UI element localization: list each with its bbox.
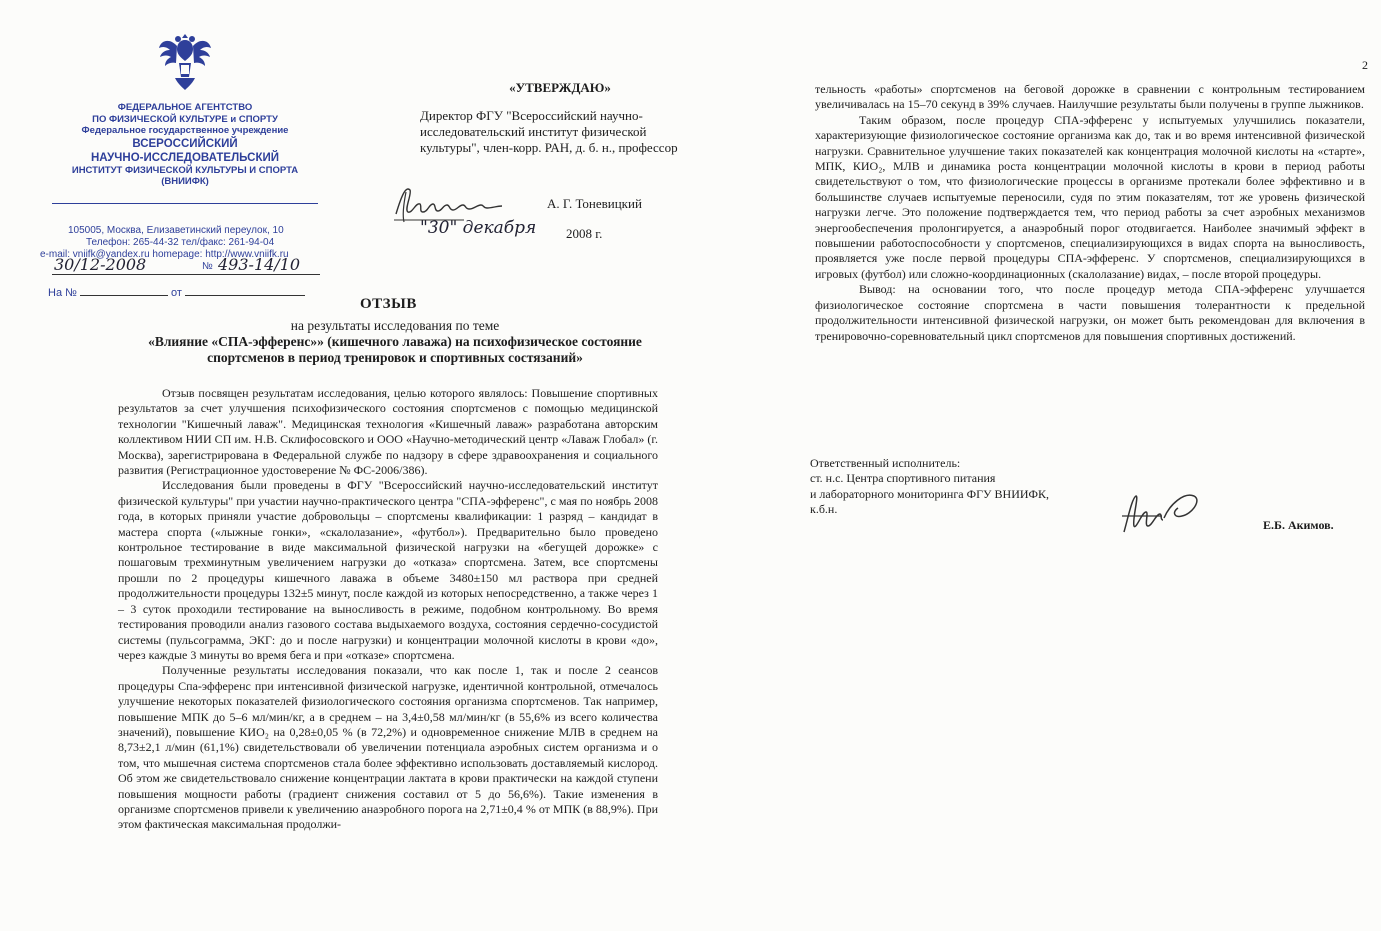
document-subtitle xyxy=(110,318,680,366)
letterhead-organization xyxy=(40,102,330,188)
outgoing-date: 30/12-2008 xyxy=(54,255,147,274)
executor-signature-icon xyxy=(1120,486,1210,542)
approval-block xyxy=(420,80,680,156)
director-signature-block xyxy=(420,180,680,250)
reference-line xyxy=(48,286,305,299)
paragraph: Вывод: на основании того, что после процедур метода СПА-эфференс улучшается физиологическое состояние спортсмена в части повышения толерантности к предельной продолжительности интенсивной физической нагрузки, он может быть рекомендован для включения в тренировочно-соревновательный цикл спортсменов для повышения спортивных достижений. xyxy=(815,282,1365,343)
executor-block xyxy=(810,456,1110,518)
paragraph: тельность «работы» спортсменов на беговой дорожке в сравнении с контрольным тестированием увеличивалась на 15–70 секунд в 39% случаев. Наилучшие результаты были получены в группе лыжников. xyxy=(815,82,1365,112)
body-text-page-2 xyxy=(815,82,1365,344)
address-street: 105005, Москва, Елизаветинский переулок, 10 xyxy=(68,225,284,236)
approval-title: «УТВЕРЖДАЮ» xyxy=(509,80,611,95)
org-line: ПО ФИЗИЧЕСКОЙ КУЛЬТУРЕ и СПОРТУ xyxy=(92,113,278,125)
letterhead-divider xyxy=(52,203,318,204)
executor-name: Е.Б. Акимов. xyxy=(1263,518,1334,532)
approval-date-handwritten: "30" декабря xyxy=(420,218,537,238)
double-headed-eagle-emblem-icon xyxy=(158,30,212,92)
subtitle-line: на результаты исследования по теме xyxy=(290,318,500,333)
paragraph: Таким образом, после процедур СПА-эфференс у испытуемых улучшились показатели, характеризующие физиологическое состояние организма как до, так и во время интенсивной физической нагрузки. Сравнительное улучшение таких показателей как концентрация молочной кислоты на «старте», МПК, КИО₂, МЛВ и динамика роста концентрации молочной кислоты в крови в период работы свидетельствуют о том, что физиологические процессы в организме протекали более эффективно и в большинстве случаев испытуемые переносили, судя по этим показателям, тот же уровень физической нагрузки легче. Это положение подтверждается тем, что период работы за счет аэробных механизмов энергообеспечения пролонгируется, а анаэробный порог отодвигается. Наиболее значимый эффект в повышении работоспособности у спортсменов, специализирующихся в видах спорта на выносливость, проявляется уже после первой процедуры СПА-эфференс. У спортсменов, специализирующихся в игровых (футбол) или сложно-координационных (скалолазание) видах, – после второй процедуры. xyxy=(815,112,1365,281)
address-phones: Телефон: 265-44-32 тел/факс: 261-94-04 xyxy=(86,237,275,248)
org-line: Федеральное государственное учреждение xyxy=(81,125,289,136)
address-web: e-mail: vniifk@yandex.ru homepage: http://www.vniifk.ru xyxy=(40,249,289,260)
paragraph: Полученные результаты исследования показали, что как после 1, так и после 2 сеансов процедуры Спа-эфференс при интенсивной физической нагрузке, идентичной контрольной, отмечалось улучшение некоторых показателей физиологического состояния организма спортсменов. Так например, повышение МПК до 5–6 мл/мин/кг, а в среднем – на 3,4±0,58 мл/мин/кг (в 55,6% из всего количества значений), повышение КИО₂ на 0,28±0,05 % (в 72,2%) и одновременное снижение МЛВ в среднем на 8,73±2,1 л/мин (61,1%) свидетельствовали об увеличении потенциала аэробных систем организма и о том, что мышечная система спортсменов стала более эффективно использовать доставляемый кислород. Об этом же свидетельствовало снижение концентрации лактата в крови практически на каждой ступени повышения мощности работы (градиент снижения составил от 5 до 56,6%). Такие изменения в организме спортсменов привели к увеличению анаэробного порога на 2,71±0,4 % от МПК (в 88,9%). При этом фактическая максимальная продолжи- xyxy=(118,663,658,832)
org-line: (ВНИИФК) xyxy=(161,176,209,187)
paragraph: Отзыв посвящен результатам исследования, целью которого являлось: Повышение спортивных результатов за счет улучшения психофизического состояния спортсменов с помощью медицинской технологии "Кишечный лаваж". Медицинская технология «Кишечный лаваж» разработана авторским коллективом НИИ СП им. Н.В. Склифосовского и ООО «Научно-методический центр «Лаваж Глобал» (г. Москва), зарегистрирована в Федеральной службе по надзору в сфере здравоохранения и социального развития (Регистрационное удостоверение № ФС-2006/386). xyxy=(118,386,658,478)
org-line: ВСЕРОССИЙСКИЙ xyxy=(132,137,238,150)
document-title: ОТЗЫВ xyxy=(360,296,417,312)
approval-position: Директор ФГУ "Всероссийский научно-исследовательский институт физической культуры", член-корр. РАН, д. б. н., профессор xyxy=(420,108,678,155)
reference-no-label: На № xyxy=(48,287,77,299)
executor-line: к.б.н. xyxy=(810,502,838,517)
paragraph: Исследования были проведены в ФГУ "Всероссийский научно-исследовательский институт физической культуры" при участии научно-практического центра "СПА-эфференс", с мая по ноябрь 2008 года, в которых приняли участие добровольцы – спортсмены квалификации: 1 разряд – кандидат в мастера спорта («лыжные гонки», «скалолазание», «футбол»). Предварительно было проведено контрольное тестирование в виде максимальной физической нагрузки на «бегущей дорожке» с пошаговым трехминутным увеличением нагрузки до «отказа» спортсмена. Затем, все спортсмены прошли по 2 процедуры кишечного лаважа в объеме 3480±150 мл раствора при средней продолжительности процедуры 132±5 минут, после каждой из которых непосредственно, а также через 1 – 3 суток проходили тестирование на выносливость в режиме, подобном контрольному. Во время тестирования проводили анализ газового состава выдыхаемого воздуха, состояния сердечно-сосудистой системы (пульсограмма, ЭКГ: до и после нагрузки) и концентрации молочной кислоты в крови «до», через каждые 3 минуты во время бега и при «отказе» спортсмена. xyxy=(118,478,658,662)
org-line: ФЕДЕРАЛЬНОЕ АГЕНТСТВО xyxy=(117,102,253,113)
page-1 xyxy=(0,0,690,931)
org-line: ИНСТИТУТ ФИЗИЧЕСКОЙ КУЛЬТУРЫ И СПОРТА xyxy=(71,164,299,176)
subtitle-topic: «Влияние «СПА-эфференс»» (кишечного лаважа) на психофизическое состояние спортсменов в период тренировок и спортивных состязаний» xyxy=(148,334,642,365)
outgoing-number-label: № xyxy=(202,261,213,272)
executor-line: и лабораторного мониторинга ФГУ ВНИИФК, xyxy=(810,486,1050,501)
org-line: НАУЧНО-ИССЛЕДОВАТЕЛЬСКИЙ xyxy=(90,151,279,164)
page-2 xyxy=(690,0,1381,931)
director-name: А. Г. Тоневицкий xyxy=(547,196,642,211)
executor-line: Ответственный исполнитель: xyxy=(810,456,961,470)
page-number: 2 xyxy=(1362,58,1368,72)
outgoing-number-value: 493-14/10 xyxy=(218,255,301,274)
outgoing-underline xyxy=(52,274,320,275)
approval-year: 2008 г. xyxy=(566,226,603,241)
outgoing-number xyxy=(52,255,322,277)
reference-no-blank xyxy=(80,286,168,296)
reference-from-label: от xyxy=(171,287,182,299)
executor-line: ст. н.с. Центра спортивного питания xyxy=(810,471,996,486)
reference-from-blank xyxy=(185,286,305,296)
body-text-page-1 xyxy=(118,386,658,833)
